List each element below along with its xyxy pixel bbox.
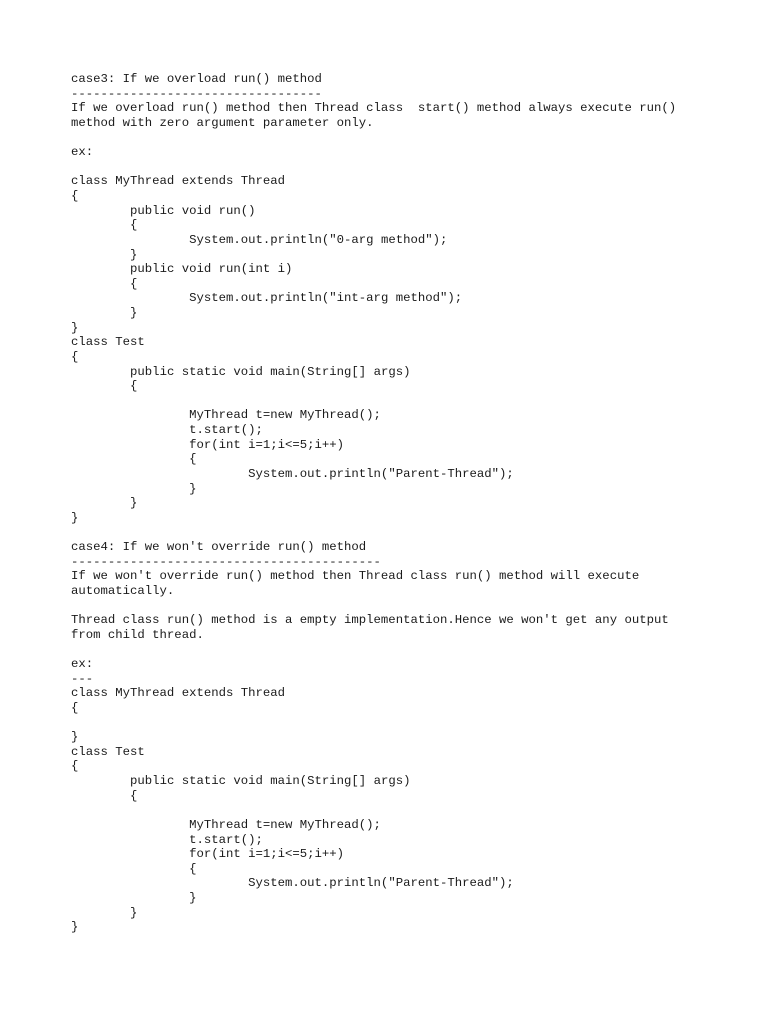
text-line: t.start(); xyxy=(71,423,263,437)
text-line: public void run() xyxy=(71,203,256,218)
text-line: { xyxy=(71,218,138,233)
text-line: ex: xyxy=(71,657,94,671)
text-line: { xyxy=(71,759,79,774)
text-line: } xyxy=(71,891,197,905)
text-line xyxy=(71,160,711,175)
text-line: MyThread t=new MyThread(); xyxy=(71,408,381,423)
text-line: { xyxy=(71,379,138,394)
text-line: ex: xyxy=(71,145,94,160)
text-line: } xyxy=(71,496,138,511)
text-line: { xyxy=(71,276,138,291)
text-line: from child thread. xyxy=(71,627,204,642)
text-line: public static void main(String[] args) xyxy=(71,774,411,788)
text-line xyxy=(71,394,711,409)
text-line: System.out.println("0-arg method"); xyxy=(71,232,448,247)
text-line: Thread class run() method is a empty implementation.Hence we won't get any output xyxy=(71,613,669,628)
text-line xyxy=(71,599,711,614)
text-line: } xyxy=(71,320,79,335)
text-line: { xyxy=(71,349,79,364)
text-line: for(int i=1;i<=5;i++) xyxy=(71,847,345,862)
text-line xyxy=(71,131,711,146)
text-line: ------------------------------------------ xyxy=(71,554,381,569)
text-line: method with zero argument parameter only. xyxy=(71,115,374,130)
text-line: { xyxy=(71,700,79,715)
text-line: System.out.println("Parent-Thread"); xyxy=(71,876,514,891)
text-line: { xyxy=(71,861,197,876)
text-line: public void run(int i) xyxy=(71,262,293,277)
text-line: } xyxy=(71,730,79,745)
text-line: MyThread t=new MyThread(); xyxy=(71,817,381,832)
text-line: public static void main(String[] args) xyxy=(71,364,411,379)
text-line: { xyxy=(71,189,79,203)
text-line: { xyxy=(71,452,197,467)
text-line xyxy=(71,803,711,818)
text-line: --- xyxy=(71,671,94,686)
text-line: for(int i=1;i<=5;i++) xyxy=(71,437,345,452)
text-line: } xyxy=(71,247,138,262)
text-line: If we won't override run() method then Thread class run() method will execute xyxy=(71,569,640,584)
text-line: } xyxy=(71,306,138,320)
text-line: case3: If we overload run() method xyxy=(71,72,322,86)
text-line: class MyThread extends Thread xyxy=(71,686,286,701)
text-line: class Test xyxy=(71,744,145,759)
text-line: } xyxy=(71,905,138,920)
text-line: } xyxy=(71,920,79,935)
text-line: ---------------------------------- xyxy=(71,86,322,101)
text-line: System.out.println("int-arg method"); xyxy=(71,291,463,306)
document-text xyxy=(71,72,711,935)
text-line xyxy=(71,716,711,731)
text-line: } xyxy=(71,481,197,496)
text-line xyxy=(71,525,711,540)
text-line: { xyxy=(71,788,138,803)
text-line: class Test xyxy=(71,335,145,350)
text-line: automatically. xyxy=(71,583,175,598)
text-line: t.start(); xyxy=(71,832,263,847)
text-line xyxy=(71,642,711,657)
text-line: class MyThread extends Thread xyxy=(71,174,286,189)
text-line: } xyxy=(71,510,79,525)
text-line: case4: If we won't override run() method xyxy=(71,540,367,554)
text-line: If we overload run() method then Thread class start() method always execute run() xyxy=(71,101,677,116)
text-line: System.out.println("Parent-Thread"); xyxy=(71,466,514,481)
